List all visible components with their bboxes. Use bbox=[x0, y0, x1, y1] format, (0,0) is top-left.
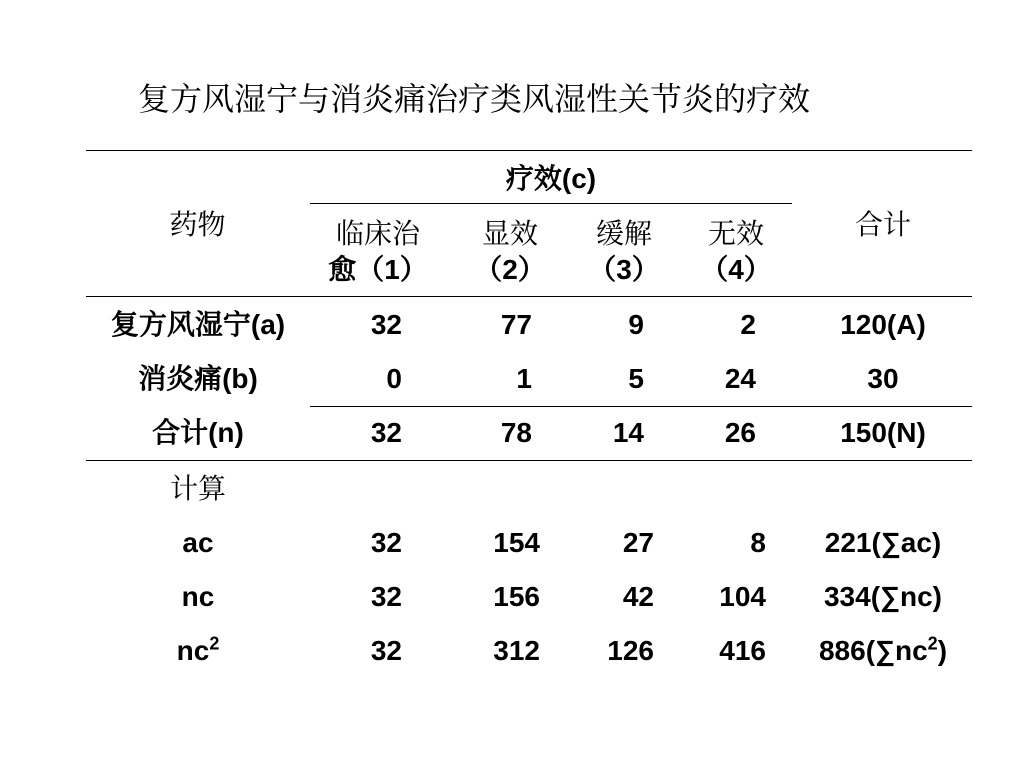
calc-row-2-c3: 42 bbox=[622, 581, 654, 612]
calc-row-1-c1: 32 bbox=[370, 527, 402, 558]
row-3-c1: 32 bbox=[370, 417, 402, 448]
calc-row-3-total-sup: 2 bbox=[927, 633, 938, 654]
row-2-c2: 1 bbox=[516, 363, 532, 394]
header-col1-line1: 临床治 bbox=[335, 217, 420, 250]
calc-row-1-c2: 154 bbox=[493, 527, 540, 558]
row-1-c2: 77 bbox=[500, 309, 532, 340]
row-2-total: 30 bbox=[867, 363, 899, 394]
calc-row-3-total-prefix: 886(∑nc bbox=[818, 635, 928, 666]
header-col1 bbox=[318, 216, 438, 288]
header-col3 bbox=[574, 216, 674, 288]
row-2-c4: 24 bbox=[724, 363, 756, 394]
header-total: 合计 bbox=[854, 208, 911, 241]
header-col4-line1: 无效 bbox=[707, 217, 764, 250]
calc-row-2-total: 334(∑nc) bbox=[823, 581, 942, 612]
table-bottom-rule bbox=[86, 460, 972, 461]
calc-row-3-total-suffix: ) bbox=[937, 635, 948, 666]
row-2-c1: 0 bbox=[386, 363, 402, 394]
calc-row-1-c4: 8 bbox=[750, 527, 766, 558]
row-2-c3: 5 bbox=[628, 363, 644, 394]
header-drug: 药物 bbox=[169, 208, 226, 241]
row-1-label: 复方风湿宁(a) bbox=[110, 309, 286, 340]
header-col3-line1: 缓解 bbox=[595, 217, 652, 250]
row-3-label: 合计(n) bbox=[152, 417, 244, 448]
row-1-c3: 9 bbox=[628, 309, 644, 340]
calc-row-3-label-sup: 2 bbox=[209, 633, 220, 654]
calc-row-3-total bbox=[796, 634, 970, 668]
calc-row-2-c2: 156 bbox=[493, 581, 540, 612]
header-col2-line2: （2） bbox=[474, 254, 546, 285]
row-1-c4: 2 bbox=[740, 309, 756, 340]
row-3-total: 150(N) bbox=[840, 417, 926, 448]
calc-row-2-c1: 32 bbox=[370, 581, 402, 612]
header-col1-line2: 愈（1） bbox=[328, 254, 428, 285]
calc-row-2-c4: 104 bbox=[719, 581, 766, 612]
calc-row-3-label-base: nc bbox=[176, 635, 210, 666]
header-col2 bbox=[460, 216, 560, 288]
calc-row-3-c2: 312 bbox=[493, 635, 540, 666]
calc-row-3-c1: 32 bbox=[370, 635, 402, 666]
calc-row-3-label bbox=[86, 634, 310, 668]
page-title: 复方风湿宁与消炎痛治疗类风湿性关节炎的疗效 bbox=[138, 80, 811, 118]
calc-row-3-c3: 126 bbox=[607, 635, 654, 666]
header-col4 bbox=[686, 216, 786, 288]
header-col3-line2: （3） bbox=[588, 254, 660, 285]
calc-row-3-c4: 416 bbox=[719, 635, 766, 666]
header-bottom-rule bbox=[86, 296, 972, 297]
calc-row-1-c3: 27 bbox=[622, 527, 654, 558]
calc-row-2-label: nc bbox=[181, 581, 215, 612]
header-col2-line1: 显效 bbox=[481, 217, 538, 250]
row-3-c3: 14 bbox=[612, 417, 644, 448]
row-2-label: 消炎痛(b) bbox=[138, 363, 258, 394]
header-col4-line2: （4） bbox=[700, 254, 772, 285]
row-3-c4: 26 bbox=[724, 417, 756, 448]
header-effect-group: 疗效(c) bbox=[505, 163, 597, 194]
subtotal-rule bbox=[310, 406, 972, 407]
calc-heading: 计算 bbox=[169, 472, 226, 505]
row-1-total: 120(A) bbox=[840, 309, 926, 340]
row-3-c2: 78 bbox=[500, 417, 532, 448]
calc-row-1-label: ac bbox=[182, 527, 214, 558]
effect-group-rule bbox=[310, 203, 792, 204]
row-1-c1: 32 bbox=[370, 309, 402, 340]
calc-row-1-total: 221(∑ac) bbox=[824, 527, 942, 558]
table-top-rule bbox=[86, 150, 972, 151]
